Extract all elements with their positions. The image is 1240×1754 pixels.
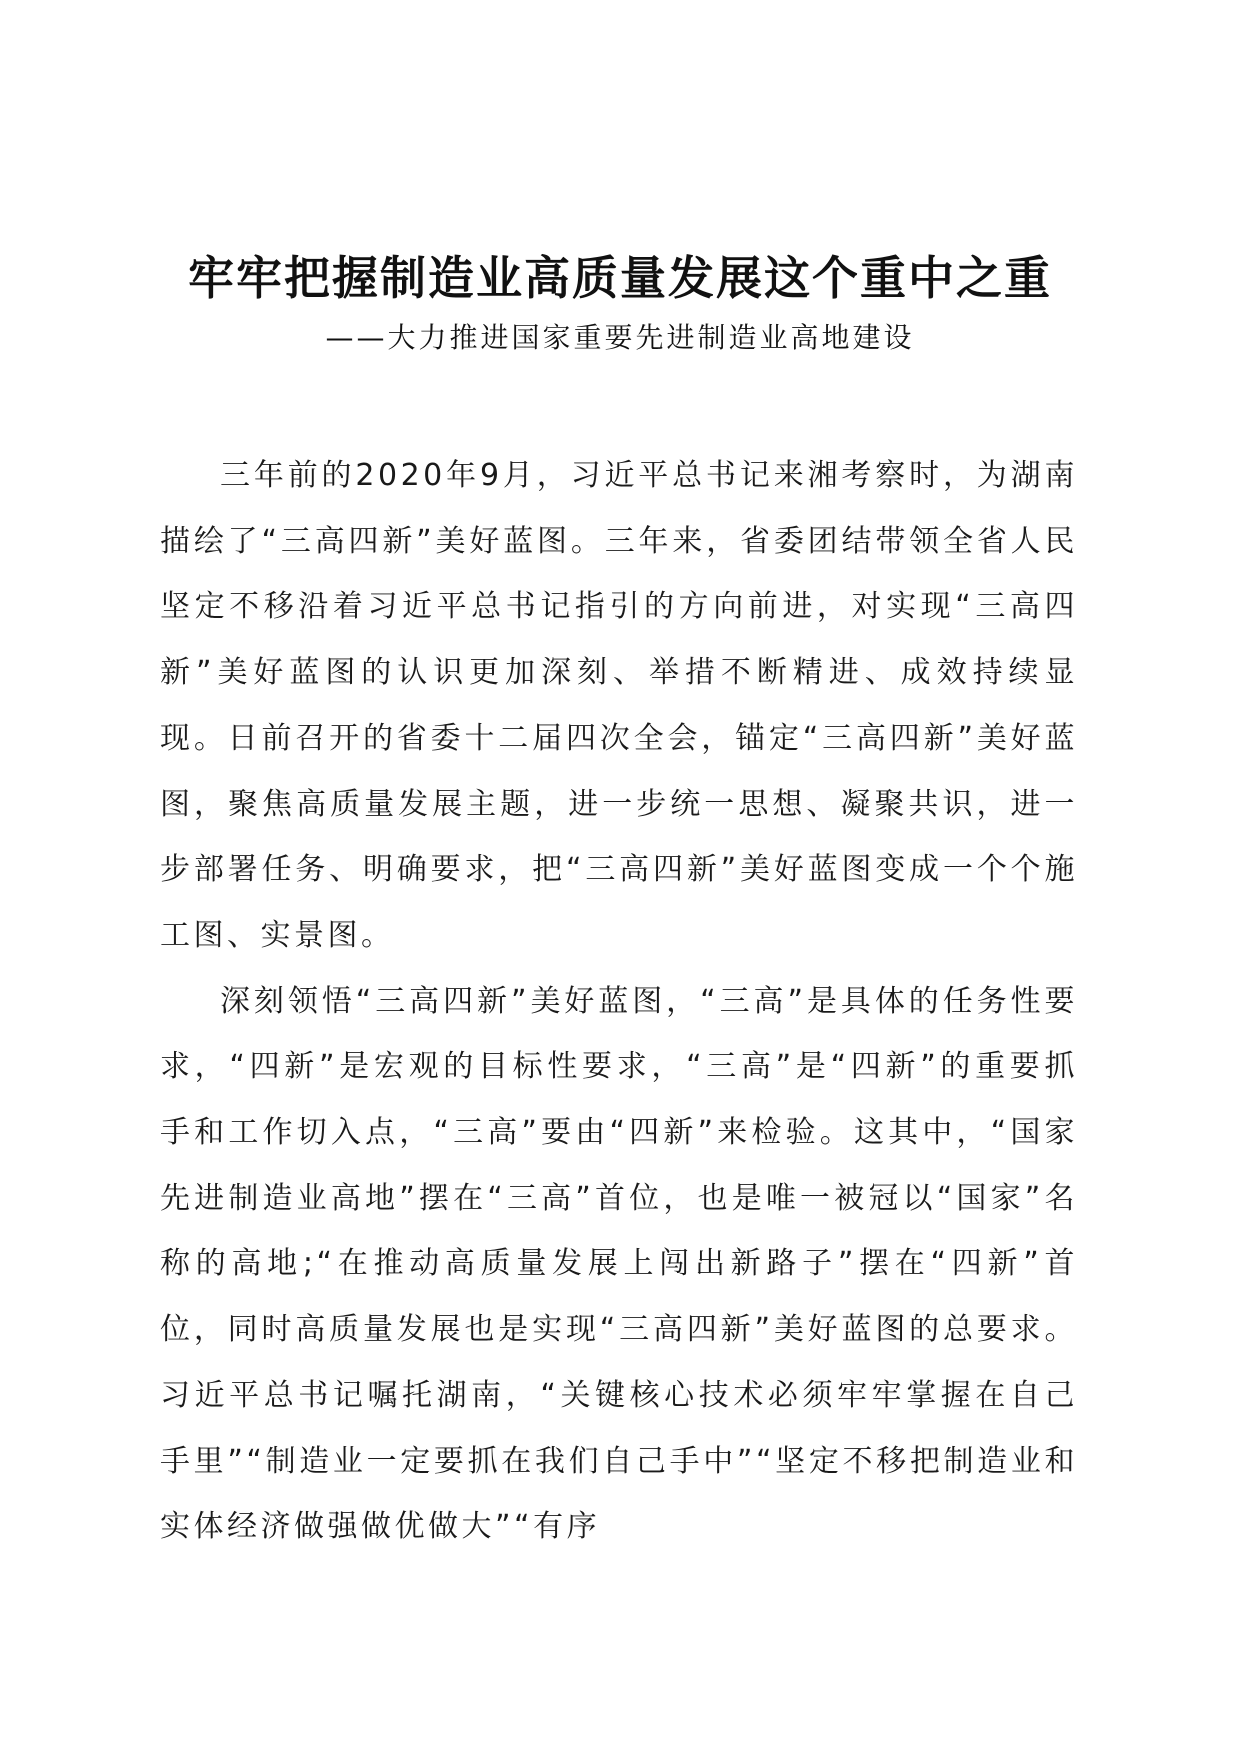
paragraph: 三年前的2020年9月，习近平总书记来湘考察时，为湖南描绘了“三高四新”美好蓝图。三年来，省委团结带领全省人民坚定不移沿着习近平总书记指引的方向前进，对实现“三高四新”美好蓝图的认识更加深刻、举措不断精进、成效持续显现。日前召开的省委十二届四次全会，锚定“三高四新”美好蓝图，聚焦高质量发展主题，进一步统一思想、凝聚共识，进一步部署任务、明确要求，把“三高四新”美好蓝图变成一个个施工图、实景图。 <box>160 458 1078 953</box>
document-title: 牢牢把握制造业高质量发展这个重中之重 <box>188 251 1052 305</box>
document-subtitle: ——大力推进国家重要先进制造业高地建设 <box>325 321 915 354</box>
document-body <box>160 443 1078 1560</box>
paragraph: 深刻领悟“三高四新”美好蓝图，“三高”是具体的任务性要求，“四新”是宏观的目标性要求，“三高”是“四新”的重要抓手和工作切入点，“三高”要由“四新”来检验。这其中，“国家先进制造业高地”摆在“三高”首位，也是唯一被冠以“国家”名称的高地;“在推动高质量发展上闯出新路子”摆在“四新”首位，同时高质量发展也是实现“三高四新”美好蓝图的总要求。习近平总书记嘱托湖南，“关键核心技术必须牢牢掌握在自己手里”“制造业一定要抓在我们自己手中”“坚定不移把制造业和实体经济做强做优做大”“有序 <box>160 983 1078 1545</box>
